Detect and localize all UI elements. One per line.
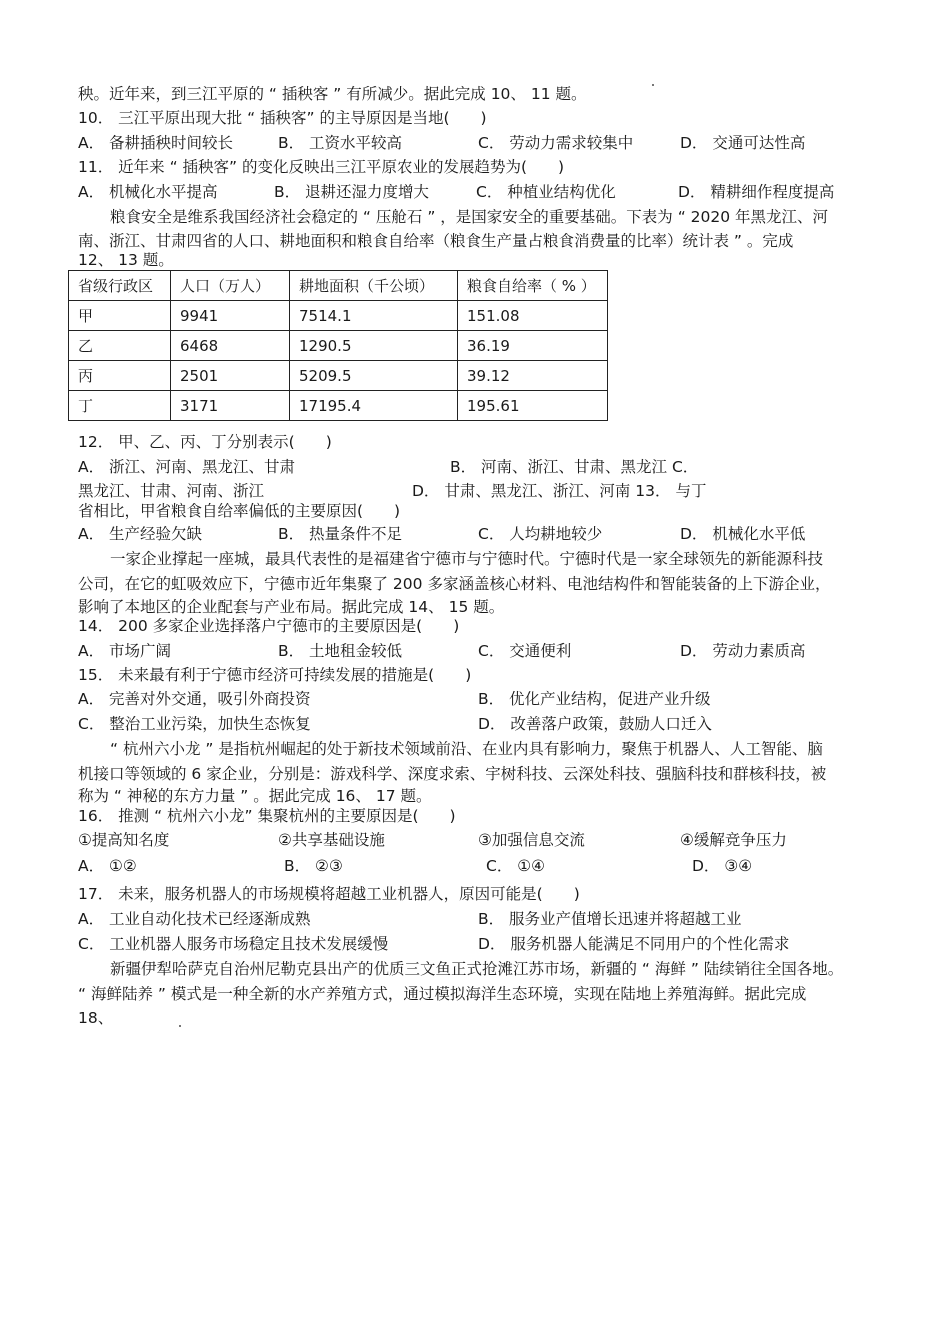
passage4-line1: “ 杭州六小龙 ” 是指杭州崛起的处于新技术领域前沿、在业内具有影响力，聚焦于机器人、人工智能、脑 bbox=[110, 740, 823, 758]
q10-stem: 10． 三江平原出现大批 “ 插秧客” 的主导原因是当地( ) bbox=[78, 109, 487, 127]
q12-option-a[interactable]: A． 浙江、河南、黑龙江、甘肃 bbox=[78, 458, 296, 476]
table-cell: 乙 bbox=[69, 331, 171, 361]
q13-option-d[interactable]: D． 机械化水平低 bbox=[680, 525, 806, 543]
q10-option-d[interactable]: D． 交通可达性高 bbox=[680, 134, 806, 152]
table-cell: 甲 bbox=[69, 301, 171, 331]
q15-option-c[interactable]: C． 整治工业污染，加快生态恢复 bbox=[78, 715, 311, 733]
q11-stem: 11． 近年来 “ 插秧客” 的变化反映出三江平原农业的发展趋势为( ) bbox=[78, 158, 565, 176]
table-cell: 丙 bbox=[69, 361, 171, 391]
q14-option-b[interactable]: B． 土地租金较低 bbox=[278, 642, 403, 660]
passage4-line2: 机接口等领域的 6 家企业，分别是：游戏科学、深度求索、宇树科技、云深处科技、强脑科技和群核科技，被 bbox=[78, 765, 827, 783]
table-cell: 151.08 bbox=[458, 301, 608, 331]
q16-option-a[interactable]: A． ①② bbox=[78, 857, 137, 875]
q17-option-b[interactable]: B． 服务业产值增长迅速并将超越工业 bbox=[478, 910, 742, 928]
q17-option-a[interactable]: A． 工业自动化技术已经逐渐成熟 bbox=[78, 910, 311, 928]
q13-option-b[interactable]: B． 热量条件不足 bbox=[278, 525, 403, 543]
passage3-line1: 一家企业撑起一座城，最具代表性的是福建省宁德市与宁德时代。宁德时代是一家全球领先的新能源科技 bbox=[110, 550, 824, 568]
scan-dot bbox=[179, 1025, 181, 1027]
passage3-line3: 影响了本地区的企业配套与产业布局。据此完成 14、 15 题。 bbox=[78, 598, 505, 616]
q16-item-4: ④缓解竞争压力 bbox=[680, 831, 787, 849]
table-cell: 1290.5 bbox=[290, 331, 458, 361]
q17-option-d[interactable]: D． 服务机器人能满足不同用户的个性化需求 bbox=[478, 935, 790, 953]
table-cell: 2501 bbox=[171, 361, 290, 391]
q16-stem: 16． 推测 “ 杭州六小龙” 集聚杭州的主要原因是( ) bbox=[78, 807, 456, 825]
table-header-province: 省级行政区 bbox=[69, 271, 171, 301]
table-header-row bbox=[69, 271, 608, 301]
q11-option-d[interactable]: D． 精耕细作程度提高 bbox=[678, 183, 835, 201]
passage5-line3: 18、 bbox=[78, 1009, 114, 1027]
q15-option-a[interactable]: A． 完善对外交通，吸引外商投资 bbox=[78, 690, 311, 708]
q13-option-c[interactable]: C． 人均耕地较少 bbox=[478, 525, 603, 543]
passage3-line2: 公司，在它的虹吸效应下，宁德市近年集聚了 200 多家涵盖核心材料、电池结构件和智能装备的上下游企业， bbox=[78, 575, 831, 593]
table-header-self-sufficiency: 粮食自给率（ % ） bbox=[458, 271, 608, 301]
passage5-line1: 新疆伊犁哈萨克自治州尼勒克县出产的优质三文鱼正式抢滩江苏市场，新疆的 “ 海鲜 ” 陆续销往全国各地。 bbox=[110, 960, 844, 978]
q17-stem: 17． 未来，服务机器人的市场规模将超越工业机器人，原因可能是( ) bbox=[78, 885, 580, 903]
q12-option-b[interactable]: B． 河南、浙江、甘肃、黑龙江 C． bbox=[450, 458, 699, 476]
q14-option-a[interactable]: A． 市场广阔 bbox=[78, 642, 172, 660]
table-header-population: 人口（万人） bbox=[171, 271, 290, 301]
q16-option-c[interactable]: C． ①④ bbox=[486, 857, 546, 875]
q16-option-b[interactable]: B． ②③ bbox=[284, 857, 343, 875]
q14-option-d[interactable]: D． 劳动力素质高 bbox=[680, 642, 806, 660]
q11-option-b[interactable]: B． 退耕还湿力度增大 bbox=[274, 183, 430, 201]
grain-stats-table bbox=[68, 270, 608, 421]
q12-option-c[interactable]: 黑龙江、甘肃、河南、浙江 bbox=[78, 482, 265, 500]
table-cell: 丁 bbox=[69, 391, 171, 421]
q16-item-2: ②共享基础设施 bbox=[278, 831, 385, 849]
passage2-line3: 12、 13 题。 bbox=[78, 251, 174, 269]
table-row bbox=[69, 361, 608, 391]
q11-option-c[interactable]: C． 种植业结构优化 bbox=[476, 183, 616, 201]
passage5-line2: “ 海鲜陆养 ” 模式是一种全新的水产养殖方式，通过模拟海洋生态环境，实现在陆地上养殖海鲜。据此完成 bbox=[78, 985, 807, 1003]
table-cell: 39.12 bbox=[458, 361, 608, 391]
q10-option-c[interactable]: C． 劳动力需求较集中 bbox=[478, 134, 634, 152]
table-cell: 7514.1 bbox=[290, 301, 458, 331]
table-row bbox=[69, 301, 608, 331]
q14-option-c[interactable]: C． 交通便利 bbox=[478, 642, 572, 660]
q10-option-a[interactable]: A． 备耕插秧时间较长 bbox=[78, 134, 234, 152]
q10-option-b[interactable]: B． 工资水平较高 bbox=[278, 134, 403, 152]
q17-option-c[interactable]: C． 工业机器人服务市场稳定且技术发展缓慢 bbox=[78, 935, 389, 953]
table-cell: 6468 bbox=[171, 331, 290, 361]
table-cell: 3171 bbox=[171, 391, 290, 421]
table-cell: 195.61 bbox=[458, 391, 608, 421]
table-cell: 9941 bbox=[171, 301, 290, 331]
q15-option-b[interactable]: B． 优化产业结构，促进产业升级 bbox=[478, 690, 711, 708]
q14-stem: 14． 200 多家企业选择落户宁德市的主要原因是( ) bbox=[78, 617, 460, 635]
q13-option-a[interactable]: A． 生产经验欠缺 bbox=[78, 525, 203, 543]
table-cell: 5209.5 bbox=[290, 361, 458, 391]
q15-stem: 15． 未来最有利于宁德市经济可持续发展的措施是( ) bbox=[78, 666, 472, 684]
table-cell: 17195.4 bbox=[290, 391, 458, 421]
table-row bbox=[69, 331, 608, 361]
table-header-farmland: 耕地面积（千公顷） bbox=[290, 271, 458, 301]
q15-option-d[interactable]: D． 改善落户政策，鼓励人口迁入 bbox=[478, 715, 712, 733]
table-row bbox=[69, 391, 608, 421]
q13-stem: 省相比，甲省粮食自给率偏低的主要原因( ) bbox=[78, 502, 401, 520]
scan-dot bbox=[652, 84, 654, 86]
passage4-line3: 称为 “ 神秘的东方力量 ” 。据此完成 16、 17 题。 bbox=[78, 787, 432, 805]
q16-item-1: ①提高知名度 bbox=[78, 831, 170, 849]
passage2-line2: 南、浙江、甘肃四省的人口、耕地面积和粮食自给率（粮食生产量占粮食消费量的比率）统计表 ” 。完成 bbox=[78, 232, 794, 250]
q16-option-d[interactable]: D． ③④ bbox=[692, 857, 753, 875]
q11-option-a[interactable]: A． 机械化水平提高 bbox=[78, 183, 218, 201]
q12-option-d[interactable]: D． 甘肃、黑龙江、浙江、河南 13． 与丁 bbox=[412, 482, 707, 500]
q16-item-3: ③加强信息交流 bbox=[478, 831, 585, 849]
passage2-line1: 粮食安全是维系我国经济社会稳定的 “ 压舱石 ” ，是国家安全的重要基础。下表为 “ 2020 年黑龙江、河 bbox=[110, 208, 829, 226]
q12-stem: 12． 甲、乙、丙、丁分别表示( ) bbox=[78, 433, 332, 451]
table-cell: 36.19 bbox=[458, 331, 608, 361]
intro-tail: 秧。近年来，到三江平原的 “ 插秧客 ” 有所减少。据此完成 10、 11 题。 bbox=[78, 85, 587, 103]
